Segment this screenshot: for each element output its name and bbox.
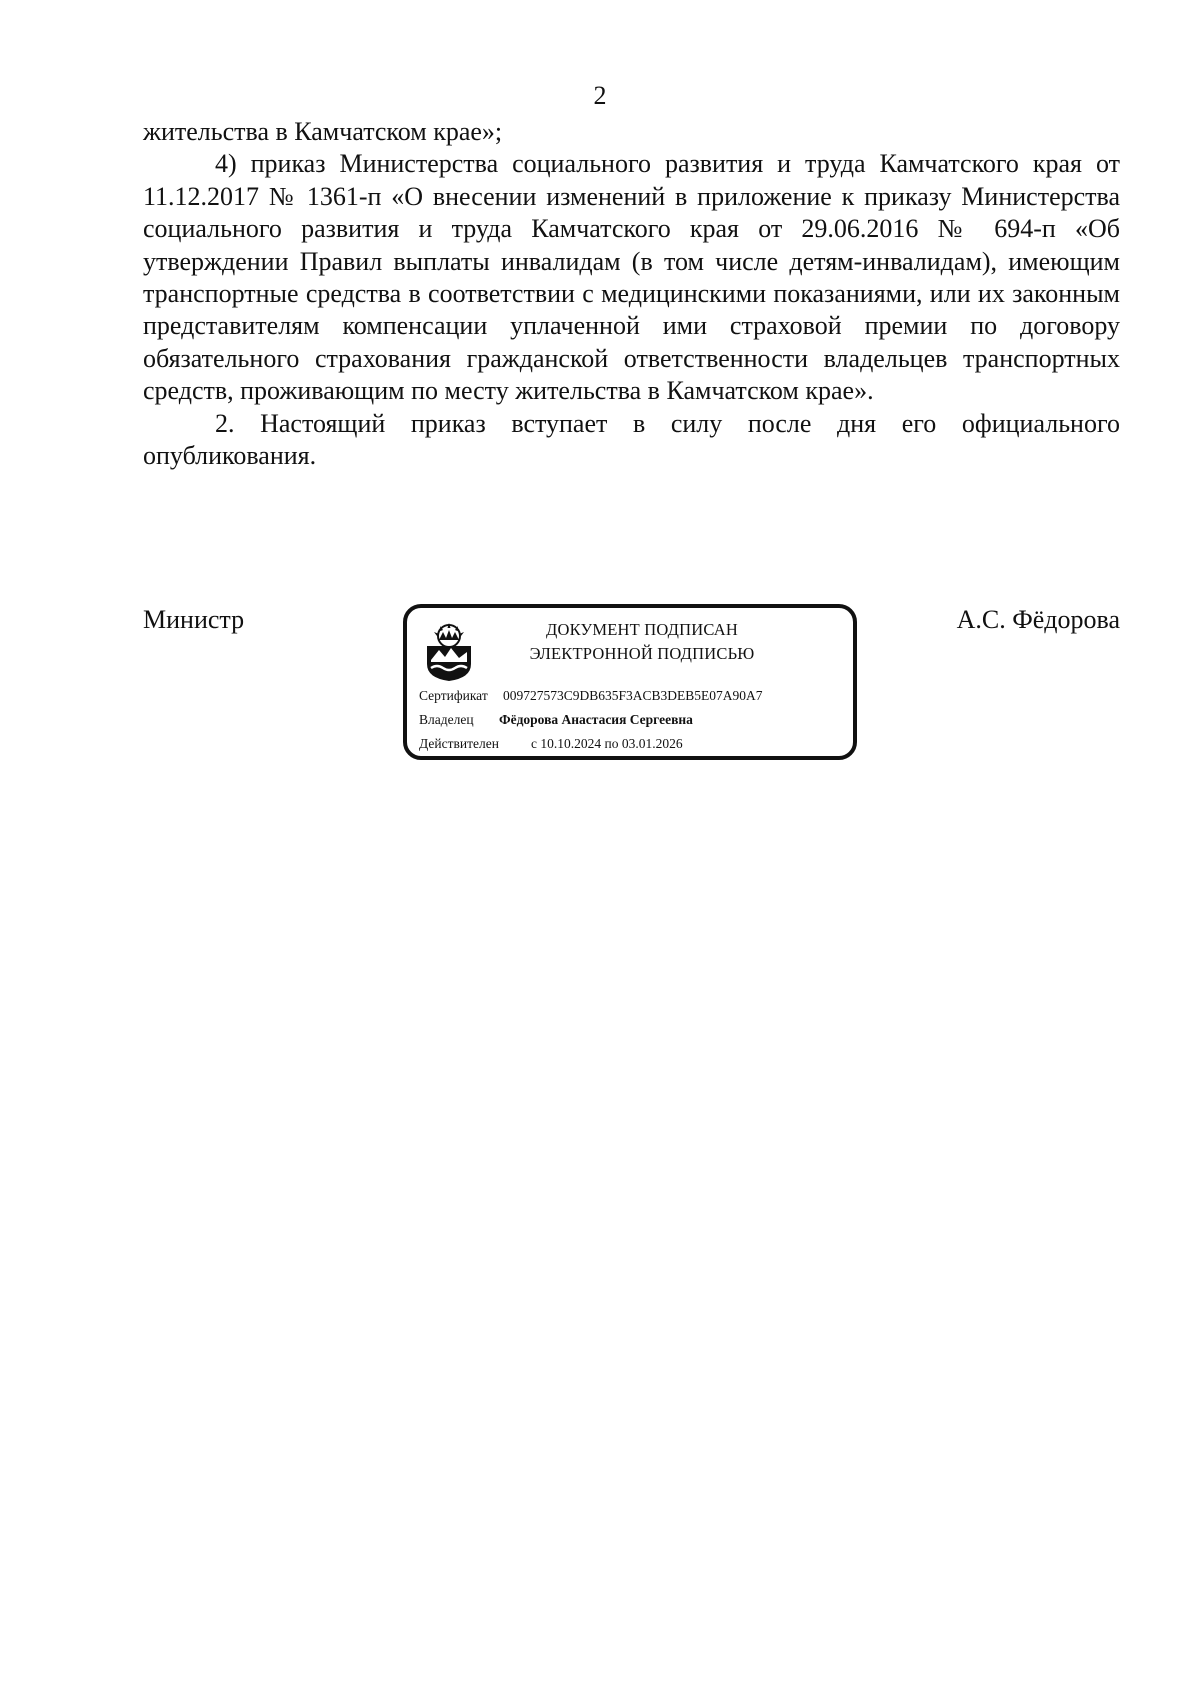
document-body <box>143 116 1120 472</box>
stamp-owner-row <box>419 708 849 732</box>
stamp-details <box>419 684 849 756</box>
owner-value: Фёдорова Анастасия Сергеевна <box>499 712 693 727</box>
signatory-name: А.С. Фёдорова <box>956 605 1120 634</box>
certificate-label: Сертификат <box>419 688 488 703</box>
kamchatka-coat-of-arms-icon <box>423 620 475 682</box>
paragraph-continuation: жительства в Камчатском крае»; <box>143 117 503 146</box>
paragraph-effective-date: 2. Настоящий приказ вступает в силу после дня его официального опубликования. <box>143 408 1120 471</box>
certificate-value: 009727573C9DB635F3ACB3DEB5E07A90A7 <box>503 688 763 703</box>
validity-value: с 10.10.2024 по 03.01.2026 <box>531 736 683 751</box>
stamp-title <box>487 618 797 666</box>
stamp-validity-row <box>419 732 849 756</box>
electronic-signature-stamp <box>403 604 857 760</box>
stamp-title-line-1: ДОКУМЕНТ ПОДПИСАН <box>546 620 738 639</box>
page-number: 2 <box>593 81 607 110</box>
stamp-title-line-2: ЭЛЕКТРОННОЙ ПОДПИСЬЮ <box>529 644 755 663</box>
signatory-position: Министр <box>143 605 245 634</box>
stamp-certificate-row <box>419 684 849 708</box>
paragraph-item-4: 4) приказ Министерства социального развития и труда Камчатского края от 11.12.2017 № 1361-п «О внесении изменений в приложение к приказу Министерства социального развития и труда Камчатского края от 29.06.2016 № 694-п «Об утверждении Правил выплаты инвалидам (в том числе детям-инвалидам), имеющим транспортные средства в соответствии с медицинскими показаниями, или их законным представителям компенсации уплаченной ими страховой премии по договору обязательного страхования гражданской ответственности владельцев транспортных средств, проживающим по месту жительства в Камчатском крае». <box>143 149 1120 406</box>
validity-label: Действителен <box>419 736 499 751</box>
owner-label: Владелец <box>419 712 474 727</box>
